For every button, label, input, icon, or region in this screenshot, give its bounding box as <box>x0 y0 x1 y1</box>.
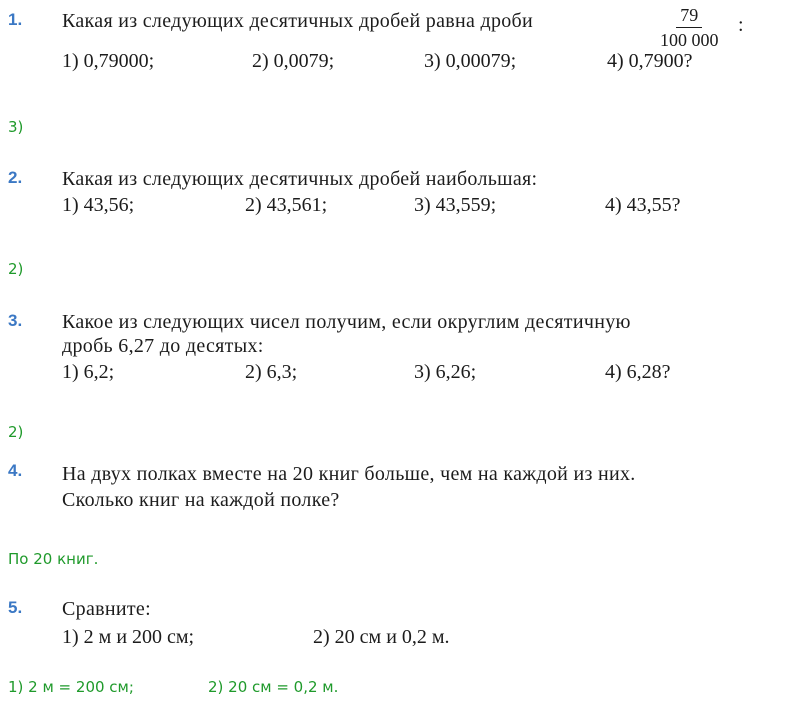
option-2: 2) 6,3; <box>245 361 298 383</box>
question-number: 1. <box>8 10 23 29</box>
question-number: 4. <box>8 461 23 480</box>
question-5 <box>0 592 800 706</box>
answer: 2) <box>8 423 24 441</box>
option-3: 3) 43,559; <box>414 194 497 216</box>
question-text: Какая из следующих десятичных дробей равна дроби <box>62 10 534 32</box>
option-1: 1) 0,79000; <box>62 50 155 72</box>
answer-part-2: 2) 20 см = 0,2 м. <box>208 678 339 696</box>
option-3: 3) 0,00079; <box>424 50 517 72</box>
question-4 <box>0 455 800 575</box>
question-number: 5. <box>8 598 23 617</box>
question-number: 3. <box>8 311 23 330</box>
question-text-line-1: Какое из следующих чисел получим, если округлим десятичную <box>62 311 631 333</box>
option-4: 4) 0,7900? <box>607 50 693 72</box>
question-text-line-2: дробь 6,27 до десятых: <box>62 335 264 357</box>
answer-part-1: 1) 2 м = 200 см; <box>8 678 134 696</box>
question-1 <box>0 0 800 140</box>
question-2 <box>0 160 800 290</box>
fraction <box>660 6 719 49</box>
option-4: 4) 43,55? <box>605 194 681 216</box>
fraction-denominator: 100 000 <box>660 30 719 50</box>
answer: 2) <box>8 260 24 278</box>
option-2: 2) 20 см и 0,2 м. <box>313 626 450 648</box>
question-text: Какая из следующих десятичных дробей наибольшая: <box>62 168 538 190</box>
answer: По 20 книг. <box>8 550 99 568</box>
question-text-line-2: Сколько книг на каждой полке? <box>62 489 340 511</box>
option-2: 2) 0,0079; <box>252 50 335 72</box>
option-3: 3) 6,26; <box>414 361 477 383</box>
option-1: 1) 2 м и 200 см; <box>62 626 195 648</box>
question-text-line-1: На двух полках вместе на 20 книг больше, чем на каждой из них. <box>62 463 636 485</box>
option-1: 1) 6,2; <box>62 361 115 383</box>
option-2: 2) 43,561; <box>245 194 328 216</box>
option-1: 1) 43,56; <box>62 194 135 216</box>
fraction-numerator: 79 <box>676 6 702 28</box>
answer: 3) <box>8 118 24 136</box>
question-3 <box>0 305 800 445</box>
question-text: Сравните: <box>62 598 151 620</box>
option-4: 4) 6,28? <box>605 361 671 383</box>
question-number: 2. <box>8 168 23 187</box>
fraction-suffix: : <box>738 14 744 36</box>
